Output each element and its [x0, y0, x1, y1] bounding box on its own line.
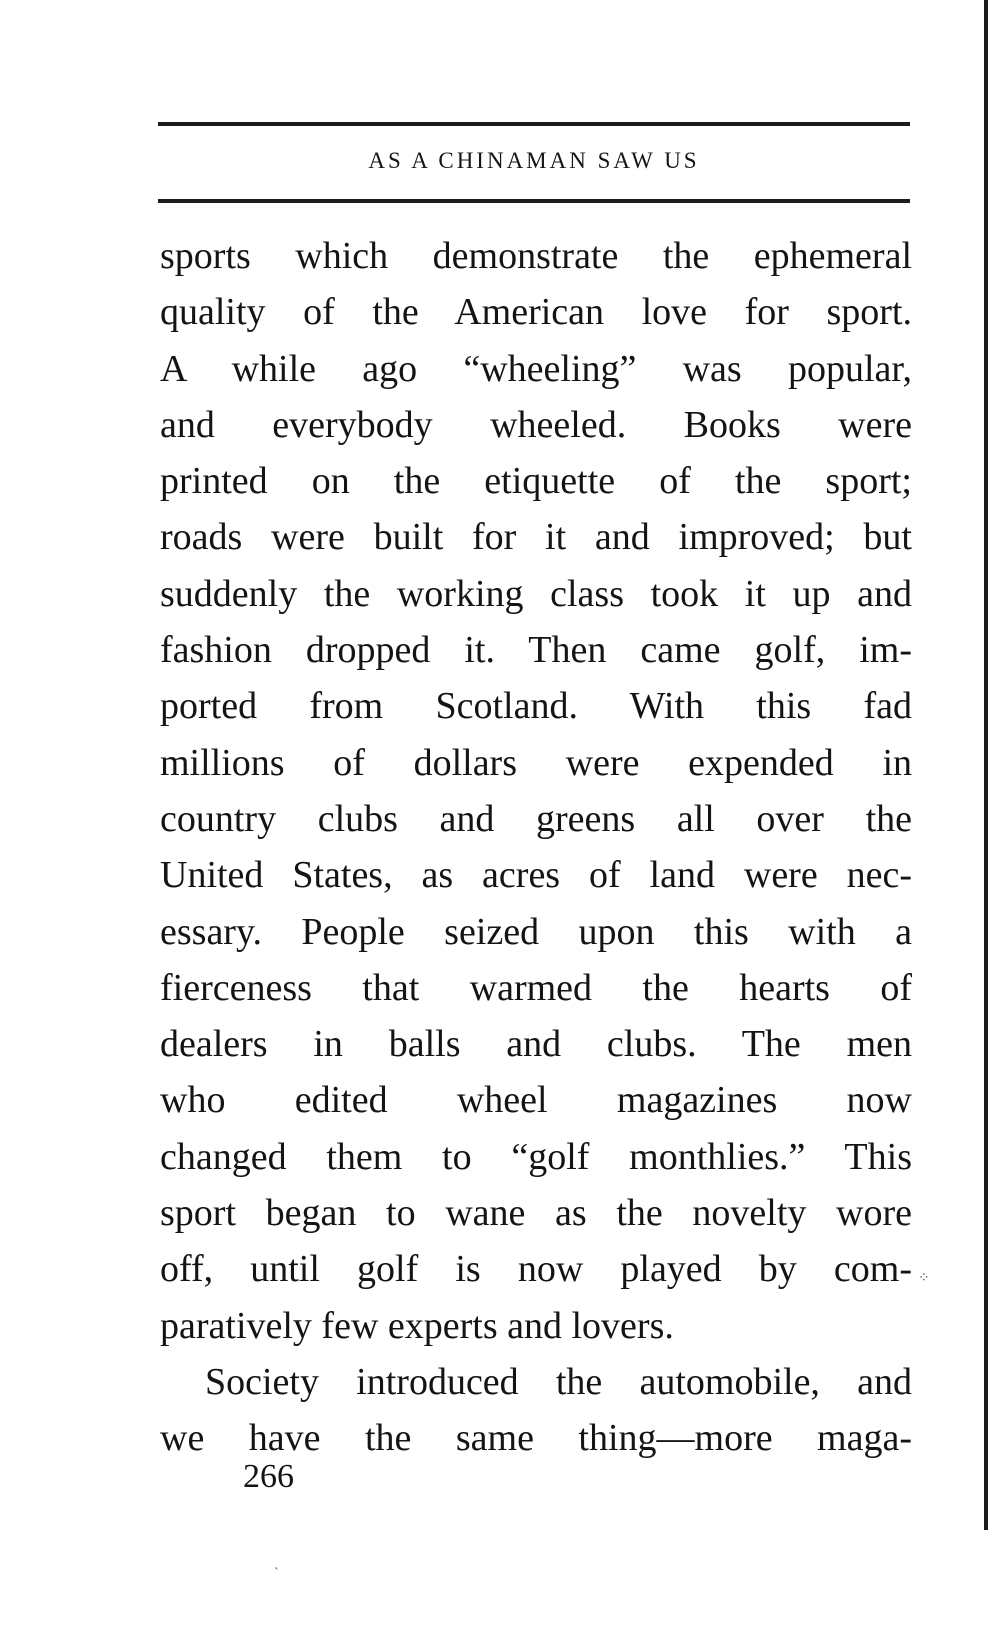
text-line: sports which demonstrate the ephemeral [160, 235, 912, 277]
text-line: fashion dropped it. Then came golf, im- [160, 629, 912, 672]
text-line: United States, as acres of land were nec- [160, 854, 912, 897]
text-line: changed them to “golf monthlies.” This [160, 1135, 912, 1178]
text-line: essary. People seized upon this with a [160, 910, 912, 953]
text-line: A while ago “wheeling” was popular, [160, 347, 912, 390]
text-line: millions of dollars were expended in [160, 741, 912, 784]
page-number: 266 [243, 1458, 294, 1495]
text-line: we have the same thing—more maga- [160, 1417, 912, 1460]
text-line: fierceness that warmed the hearts of [160, 966, 912, 1009]
text-line: paratively few experts and lovers. [160, 1304, 674, 1347]
text-line: sport began to wane as the novelty wore [160, 1192, 912, 1235]
header-rule-top [158, 122, 910, 126]
running-head: AS A CHINAMAN SAW US [368, 148, 700, 173]
body-text [160, 228, 912, 1467]
page-edge-line [984, 0, 988, 1530]
text-line: off, until golf is now played by com- [160, 1248, 912, 1291]
text-line: Society introduced the automobile, and [205, 1360, 912, 1403]
ink-speck: ⁘ [918, 1271, 930, 1286]
text-line: quality of the American love for sport. [160, 291, 912, 334]
text-line: and everybody wheeled. Books were [160, 403, 912, 446]
text-line: ported from Scotland. With this fad [160, 685, 912, 728]
text-line: who edited wheel magazines now [160, 1079, 912, 1122]
header-rule-bottom [158, 199, 910, 203]
text-line: printed on the etiquette of the sport; [160, 460, 912, 503]
text-line: roads were built for it and improved; but [160, 516, 912, 559]
text-line: country clubs and greens all over the [160, 797, 912, 840]
ink-speck: ` [274, 1566, 279, 1581]
text-line: dealers in balls and clubs. The men [160, 1023, 912, 1066]
text-line: suddenly the working class took it up and [160, 572, 912, 615]
